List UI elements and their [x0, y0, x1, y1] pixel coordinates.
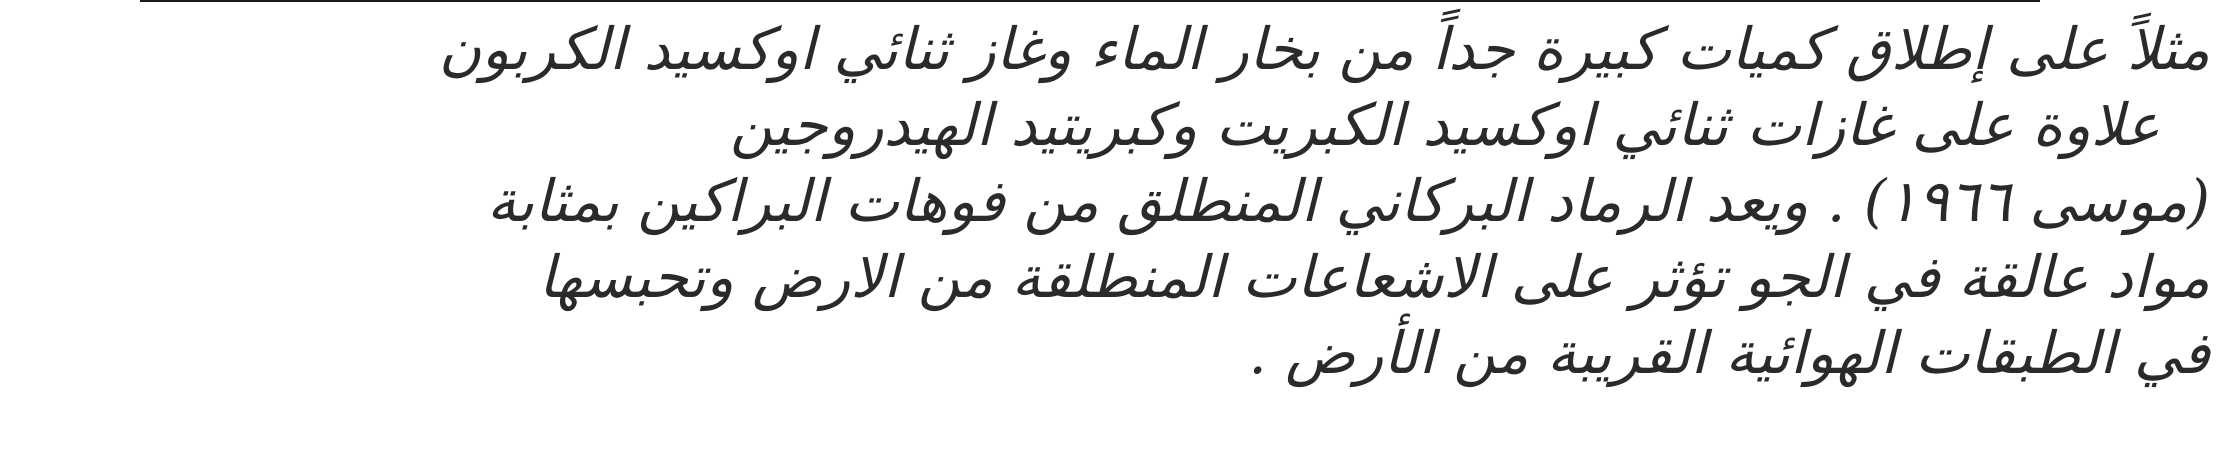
text-line-4: مواد عالقة في الجو تؤثر على الاشعاعات المنطلقة من الارض وتحبسها — [538, 243, 2210, 311]
handwritten-paragraph — [0, 6, 2230, 466]
text-line-2: علاوة على غازات ثنائي اوكسيد الكبريت وكبريتيد الهيدروجين — [730, 91, 2160, 159]
text-line-1: مثلاً على إطلاق كميات كبيرة جداً من بخار الماء وغاز ثنائي اوكسيد الكربون — [438, 15, 2210, 83]
top-rule-line — [140, 0, 2040, 2]
text-line-3: (موسى ١٩٦٦) . ويعد الرماد البركاني المنطلق من فوهات البراكين بمثابة — [486, 167, 2210, 235]
text-line-5: في الطبقات الهوائية القريبة من الأرض . — [1248, 319, 2210, 387]
